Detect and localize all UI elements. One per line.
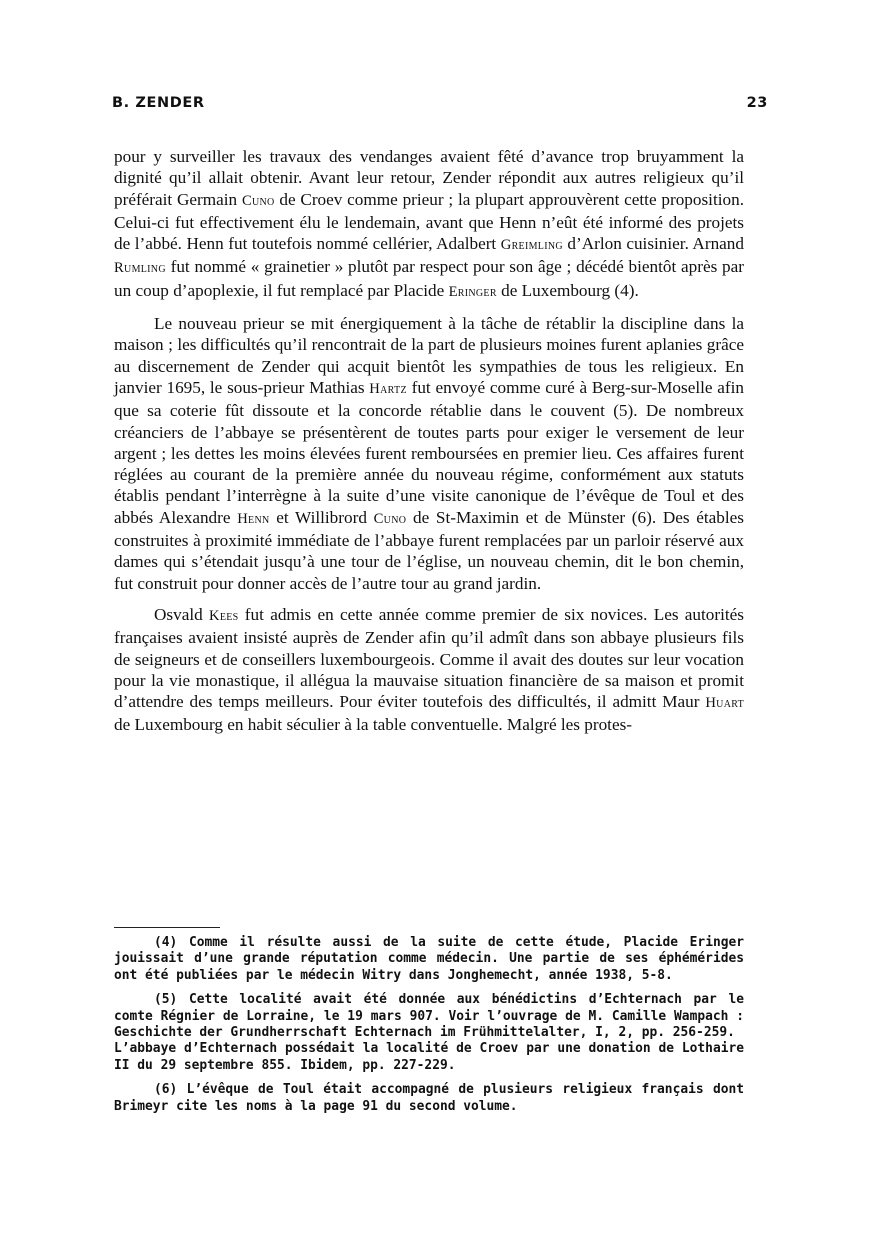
body-paragraph xyxy=(114,313,744,594)
footnote: (6) L’évêque de Toul était accompagné de plusieurs religieux français dont Brimeyr cite les noms à la page 91 du second volume. xyxy=(114,1082,744,1114)
text-run: pour y surveiller les travaux des vendanges avaient fêté d’avance trop bruyamment la dignité qu’il allait obtenir. Avant leur retour, Zender répondit aux autres religieux qu’il préférait Germain xyxy=(114,147,744,209)
person-name: Cuno xyxy=(241,192,275,209)
page-number: 23 xyxy=(746,95,768,111)
text-run: d’Arlon cuisinier. Arnand xyxy=(562,234,744,254)
person-name: Henn xyxy=(237,510,270,527)
text-run: de St-Maximin et de Münster (6). Des étables construites à proximité immédiate de l’abbaye furent remplacées par un parloir réservé aux dames qui s’étendait jusqu’à une tour de l’église, un nouveau chemin, dit le bon chemin, fut construit pour donner accès de l’autre tour au grand jardin. xyxy=(114,507,744,593)
footnotes xyxy=(114,935,744,1123)
text-run: Osvald xyxy=(154,604,209,624)
main-text xyxy=(114,146,744,746)
text-run: et Willibrord xyxy=(269,507,374,527)
person-name: Greimling xyxy=(500,237,563,254)
body-paragraph xyxy=(114,604,744,736)
footnote: (4) Comme il résulte aussi de la suite de cette étude, Placide Eringer jouissait d’une grande réputation comme médecin. Une partie de ses éphémérides ont été publiées par le médecin Witry dans Jonghemecht, année 1938, 5-8. xyxy=(114,935,744,983)
text-run: de Luxembourg (4). xyxy=(496,280,639,300)
person-name: Eringer xyxy=(448,283,497,300)
footnote: L’abbaye d’Echternach possédait la localité de Croev par une donation de Lothaire II du 29 septembre 855. Ibidem, pp. 227-229. xyxy=(114,1041,744,1073)
footnote-rule xyxy=(114,927,220,928)
text-run: de Croev comme prieur ; la plupart approuvèrent cette proposition. Celui-ci fut effectivement élu le lendemain, avant que Henn n’eût été informé des projets de l’abbé. Henn fut toutefois nommé cellérier, Adalbert xyxy=(114,189,744,254)
person-name: Hartz xyxy=(369,380,407,397)
text-run: fut admis en cette année comme premier de six novices. Les autorités françaises avaient insisté auprès de Zender afin qu’il admît dans son abbaye plusieurs fils de seigneurs et de conseillers luxembourgeois. Comme il avait des doutes sur leur vocation pour la vie monastique, il allégua la mauvaise situation financière de sa maison et promit d’attendre des temps meilleurs. Pour éviter toutefois des difficultés, il admitt Maur xyxy=(114,604,744,712)
person-name: Kees xyxy=(208,607,239,624)
person-name: Rumling xyxy=(114,260,166,277)
text-run: Le nouveau prieur se mit énergiquement à la tâche de rétablir la discipline dans la maison ; les difficultés qu’il rencontrait de la part de plusieurs moines furent aplanies grâce au discernement de Zender qui acquit bientôt les sympathies de tous les religieux. En janvier 1695, le sous-prieur Mathias xyxy=(114,314,744,397)
body-paragraph xyxy=(114,146,744,303)
footnote: (5) Cette localité avait été donnée aux bénédictins d’Echternach par le comte Régnier de Lorraine, le 19 mars 907. Voir l’ouvrage de M. Camille Wampach : Geschichte der Grundherrschaft Echternach im Frühmittelalter, I, 2, pp. 256-259. xyxy=(114,992,744,1041)
text-run: de Luxembourg en habit séculier à la table conventuelle. Malgré les protes- xyxy=(114,715,632,735)
text-run: fut envoyé comme curé à Berg-sur-Moselle afin que sa coterie fût dissoute et la concorde rétablie dans le couvent (5). De nombreux créanciers de l’abbaye se présentèrent de toutes parts pour exiger le versement de leur argent ; les dettes les moins élevées furent remboursées en premier lieu. Ces affaires furent réglées au courant de la première année du nouveau régime, conformément aux statuts établis pendant l’interrègne à la suite d’une visite canonique de l’évêque de Toul et des abbés Alexandre xyxy=(114,377,744,527)
running-header xyxy=(112,95,768,111)
person-name: Cuno xyxy=(373,510,407,527)
running-header-author: B. ZENDER xyxy=(112,95,205,111)
text-run: fut nommé « grainetier » plutôt par respect pour son âge ; décédé bientôt après par un coup d’apoplexie, il fut remplacé par Placide xyxy=(114,257,744,300)
person-name: Huart xyxy=(705,695,744,712)
